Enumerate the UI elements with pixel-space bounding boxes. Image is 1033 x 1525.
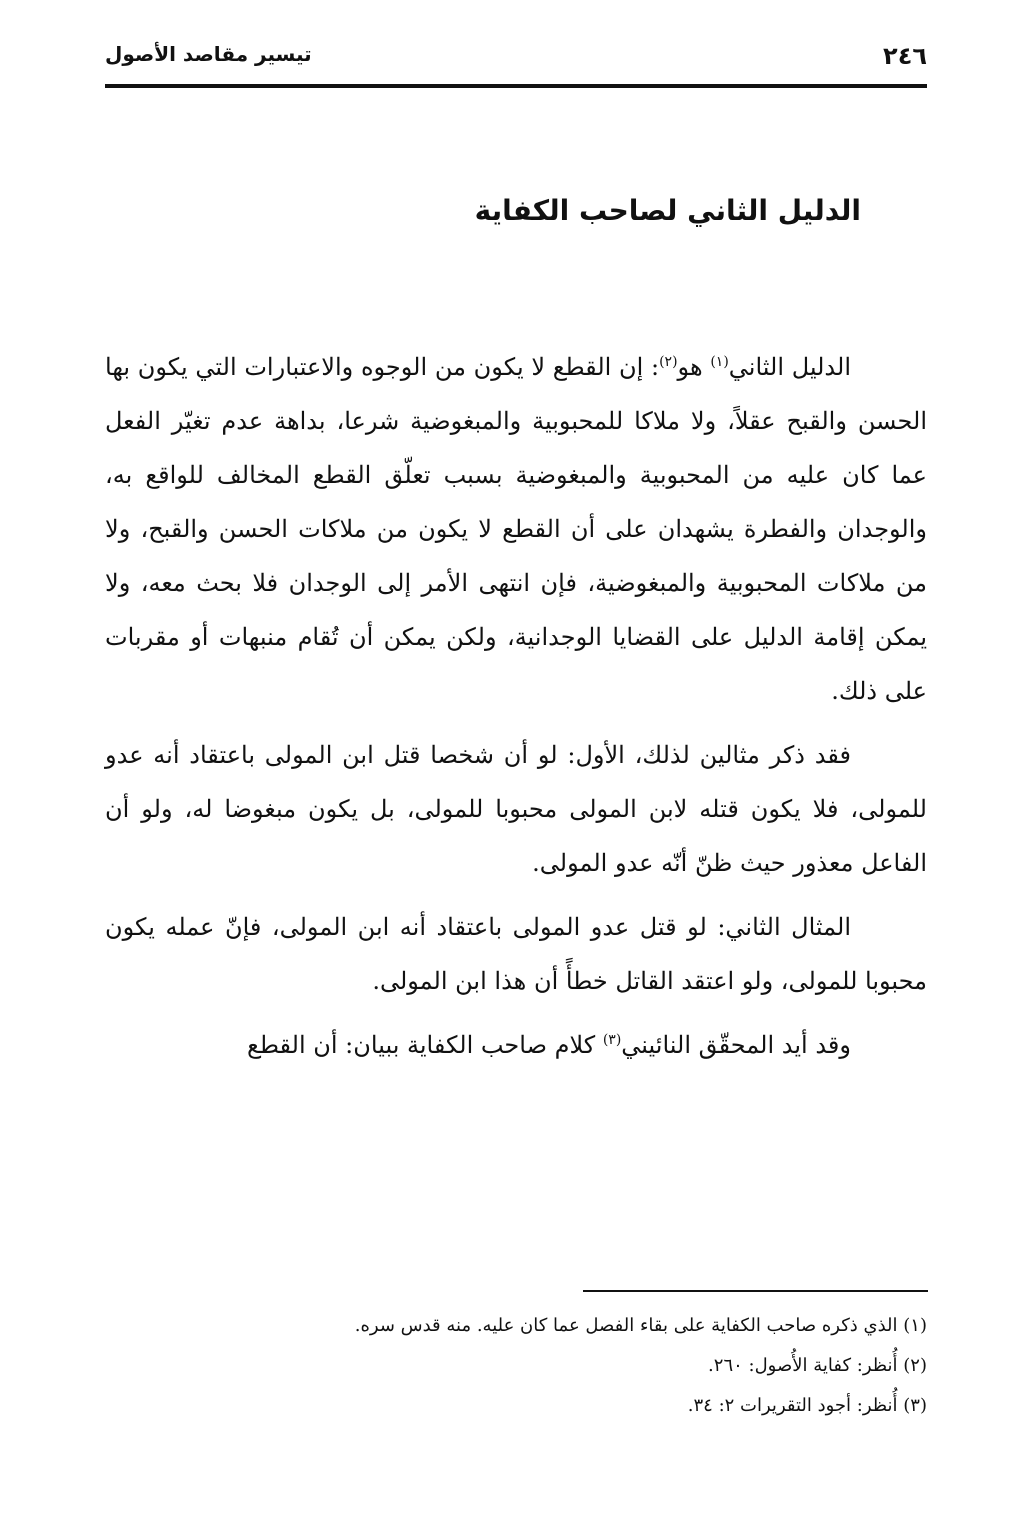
footnote-1: (١) الذي ذكره صاحب الكفاية على بقاء الفصل عما كان عليه. منه قدس سره. <box>354 1315 927 1336</box>
paragraph-4-rest: كلام صاحب الكفاية ببيان: أن القطع <box>247 1031 603 1059</box>
footnote-divider <box>583 1290 928 1292</box>
footnotes <box>105 1306 927 1426</box>
paragraph-3: المثال الثاني: لو قتل عدو المولى باعتقاد أنه ابن المولى، فإنّ عمله يكون محبوبا للمولى، ولو اعتقد القاتل خطأً أن هذا ابن المولى. <box>105 913 927 995</box>
paragraph-1-rest: : إن القطع لا يكون من الوجوه والاعتبارات التي يكون بها الحسن والقبح عقلاً، ولا ملاكا للمحبوبية والمبغوضية شرعا، بداهة عدم تغيّر الفعل عما كان عليه من المحبوبية والمبغوضية بسبب تعلّق القطع المخالف للواقع به، والوجدان والفطرة يشهدان على أن القطع لا يكون من ملاكات الحسن والقبح، ولا من ملاكات المحبوبية والمبغوضية، فإن انتهى الأمر إلى الوجدان فلا بحث معه، ولا يمكن إقامة الدليل على القضايا الوجدانية، ولكن يمكن أن تُقام منبهات أو مقربات على ذلك. <box>105 353 927 705</box>
section-heading: الدليل الثاني لصاحب الكفاية <box>474 194 861 227</box>
footnote-2: (٢) أُنظر: كفاية الأُصول: ٢٦٠. <box>708 1355 927 1376</box>
paragraph-4-lead: وقد أيد المحقّق النائيني <box>621 1031 851 1059</box>
running-header <box>105 38 927 88</box>
paragraph-2: فقد ذكر مثالين لذلك، الأول: لو أن شخصا قتل ابن المولى باعتقاد أنه عدو للمولى، فلا يكون قتله لابن المولى محبوبا للمولى، بل يكون مبغوضا له، ولو أن الفاعل معذور حيث ظنّ أنّه عدو المولى. <box>105 741 927 877</box>
paragraph-1-mid: هو <box>677 353 711 381</box>
footnote-ref-2[interactable]: (٢) <box>659 354 678 370</box>
paragraph-1-lead: الدليل الثاني <box>728 353 852 381</box>
body-text <box>105 340 927 1072</box>
footnote-ref-3[interactable]: (٣) <box>602 1032 622 1048</box>
footnote-ref-1[interactable]: (١) <box>710 354 729 370</box>
footnote-3: (٣) أُنظر: أجود التقريرات ٢: ٣٤. <box>687 1395 927 1416</box>
page-number: ٢٤٦ <box>883 42 927 70</box>
paragraph-4 <box>105 1018 927 1072</box>
paragraph-1 <box>105 340 927 718</box>
book-title: تيسير مقاصد الأصول <box>105 42 312 66</box>
